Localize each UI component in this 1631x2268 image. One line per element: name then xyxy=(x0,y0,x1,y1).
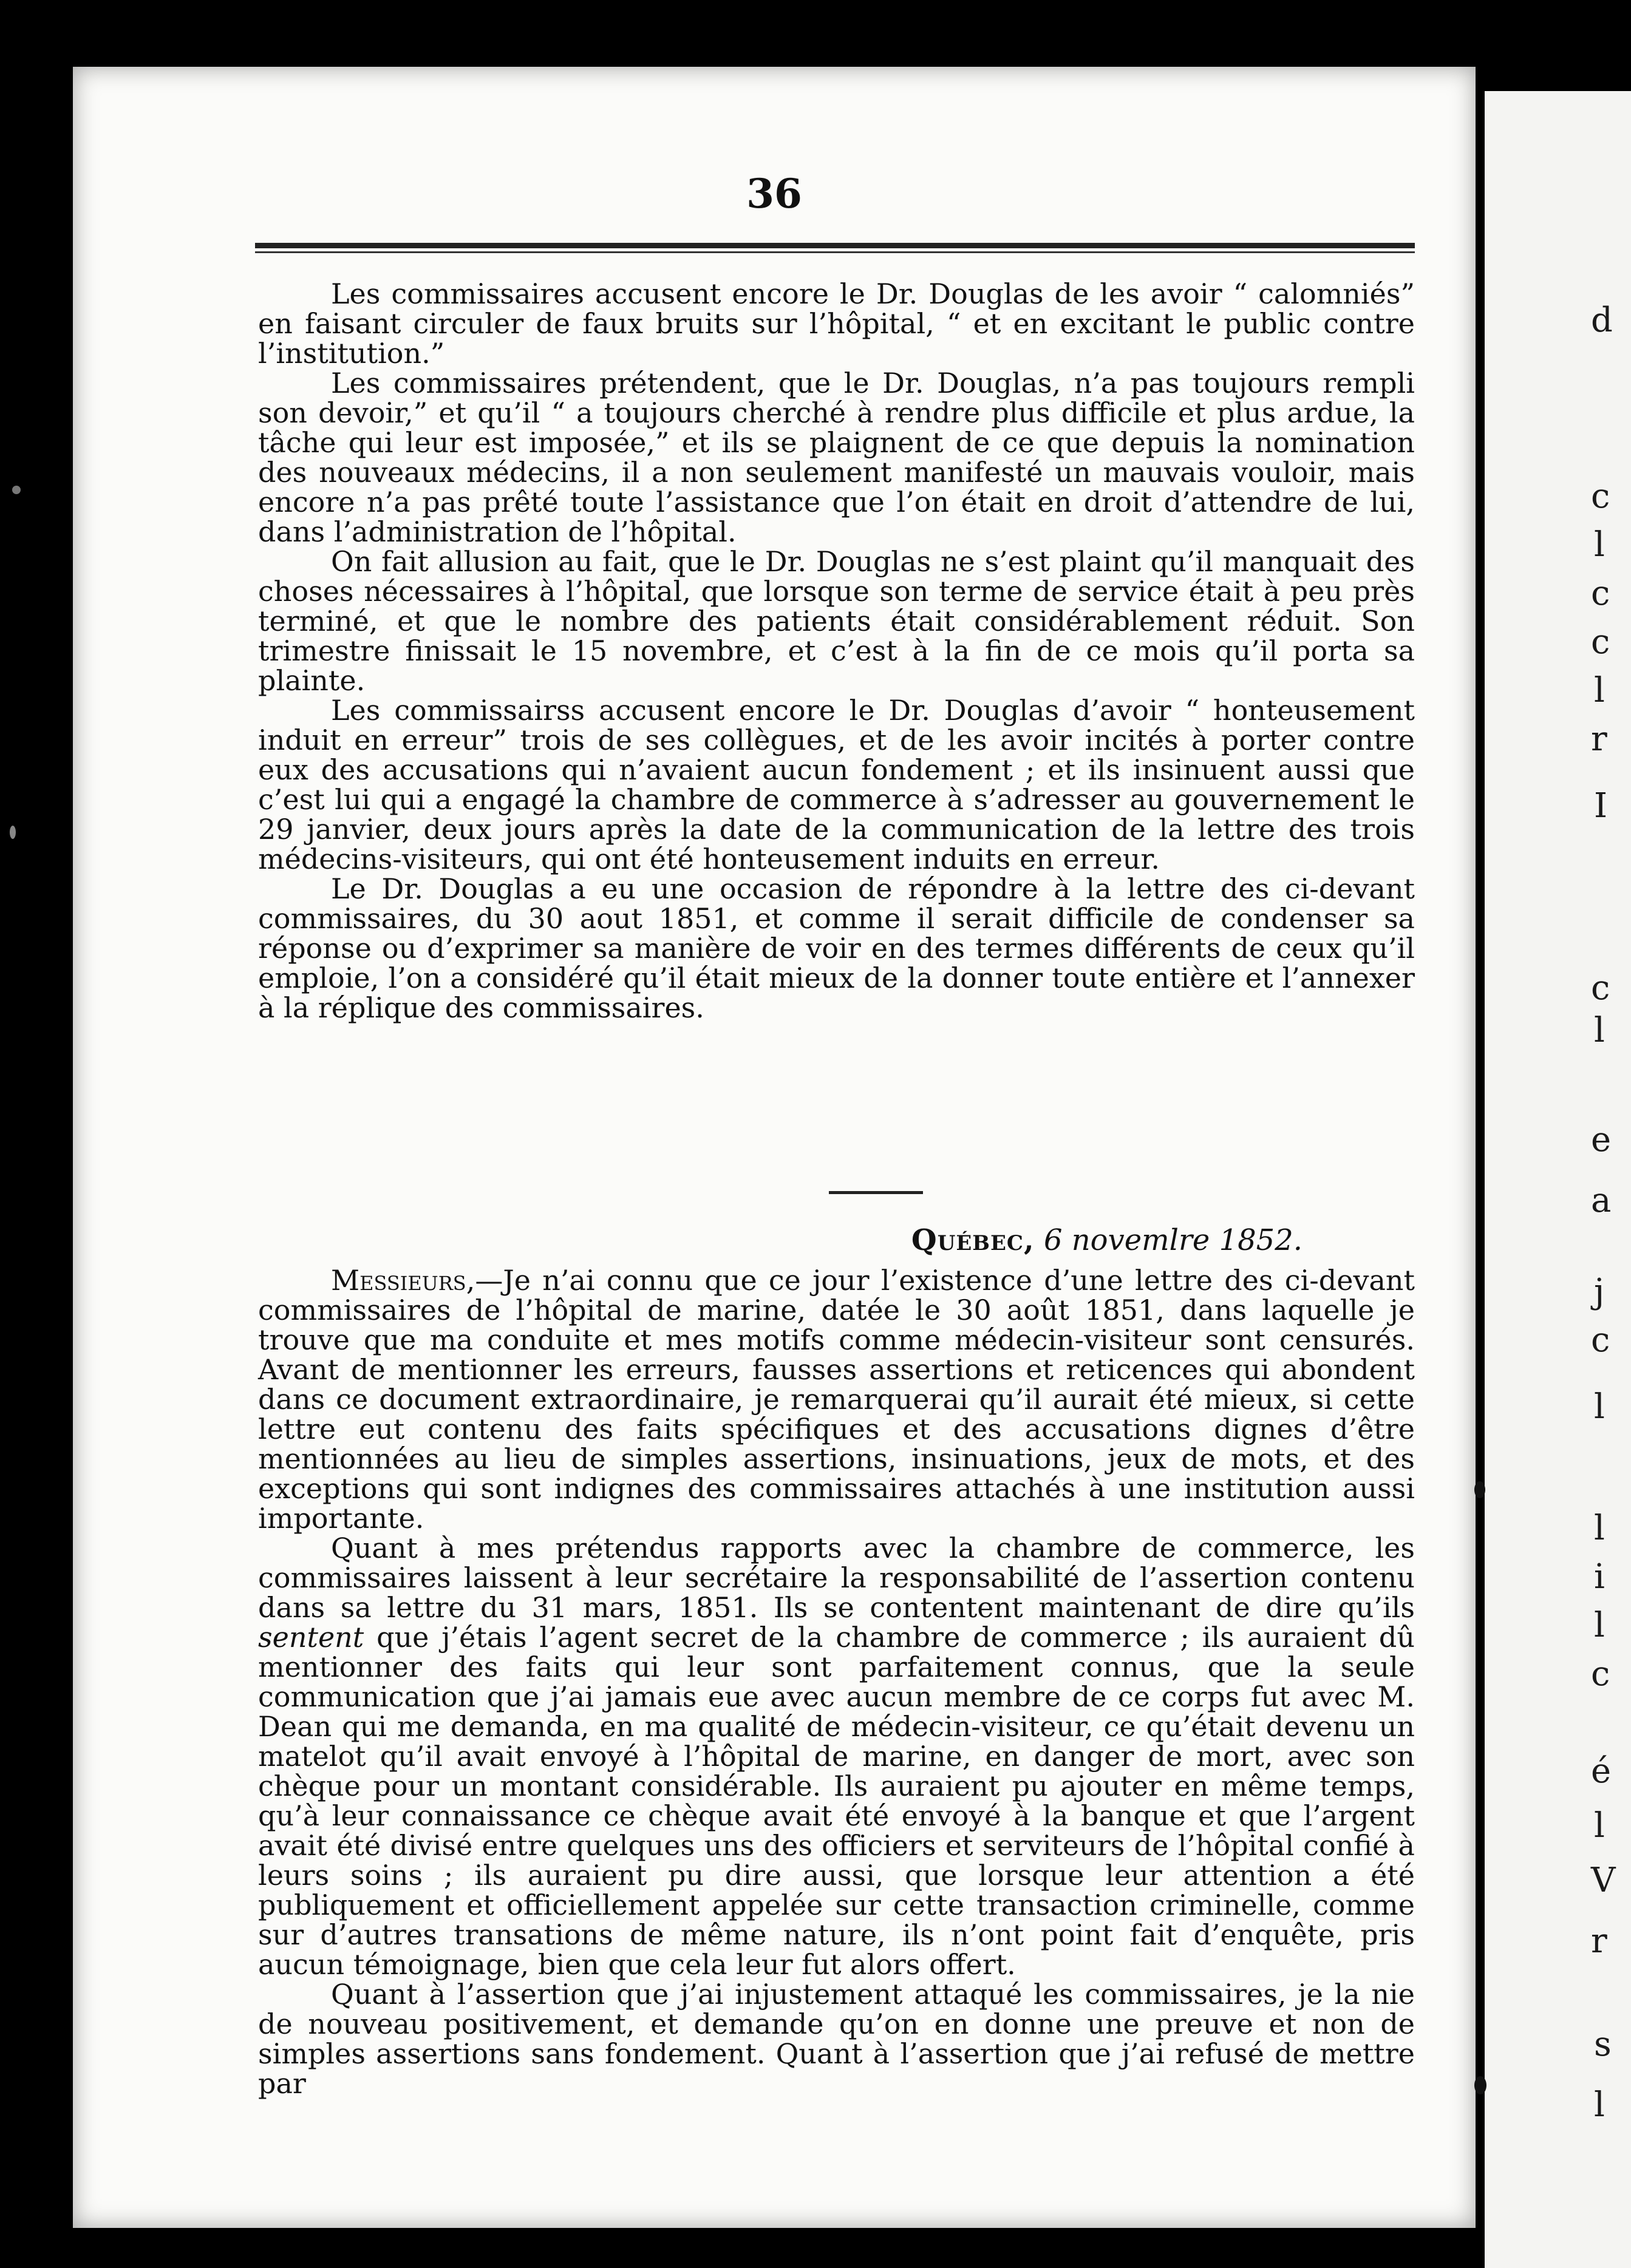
margin-fragment: l xyxy=(1594,1509,1605,1548)
ink-speck xyxy=(1474,1481,1485,1498)
margin-fragment: l xyxy=(1594,1387,1605,1427)
page-number: 36 xyxy=(746,170,802,217)
margin-fragment: c xyxy=(1591,968,1610,1008)
margin-fragment: i xyxy=(1594,1557,1605,1597)
paragraph: Les commissaires accusent encore le Dr. Douglas de les avoir “ calomniés” en faisant circuler de faux bruits sur l’hôpital, “ et en excitant le public contre l’institution.” xyxy=(258,277,1415,370)
paragraph: Le Dr. Douglas a eu une occasion de répondre à la lettre des ci-devant commissaires, du 30 aout 1851, et comme il serait difficile de condenser sa réponse ou d’exprimer sa manière de voir en des termes différents de ceux qu’il emploie, l’on a considéré qu’il était mieux de la donner toute entière et l’annexer à la réplique des commissaires. xyxy=(258,872,1415,1024)
margin-fragment: c xyxy=(1591,1654,1610,1694)
margin-fragment: e xyxy=(1591,1120,1612,1159)
ink-speck xyxy=(1474,2076,1486,2094)
letter-paragraph-text: —Je n’ai connu que ce jour l’existence d’une lettre des ci-devant commissaires de l’hôpital de marine, datée le 30 août 1851, dans laquelle je trouve que ma conduite et mes motifs comme médecin-visiteur sont censurés. Avant de mentionner les erreurs, fausses assertions et reticences qui abondent dans ce document extraordinaire, je remarquerai qu’il aurait été mieux, si cette lettre eut contenu des faits spécifiques et des accusations dignes d’être mentionnées au lieu de simples assertions, insinuations, jeux de mots, et des exceptions qui sont indignes des commissaires attachés à une institution aussi importante. xyxy=(258,1264,1415,1535)
report-text xyxy=(258,279,1415,1023)
margin-fragment: l xyxy=(1594,2085,1605,2125)
letter-salutation: Messieurs, xyxy=(331,1264,475,1297)
letter-dateline xyxy=(911,1223,1302,1257)
margin-fragment: l xyxy=(1594,1806,1605,1845)
margin-fragment: d xyxy=(1591,300,1613,340)
margin-fragment: V xyxy=(1591,1861,1616,1900)
section-divider xyxy=(829,1191,923,1194)
paragraph: On fait allusion au fait, que le Dr. Douglas ne s’est plaint qu’il manquait des choses nécessaires à l’hôpital, que lorsque son terme de service était à peu près terminé, et que le nombre des patients était considérablement réduit. Son trimestre finissait le 15 novembre, et c’est à la fin de ce mois qu’il porta sa plainte. xyxy=(258,545,1415,697)
margin-fragment: c xyxy=(1591,574,1610,613)
margin-fragment: l xyxy=(1594,525,1605,565)
header-rule-thick xyxy=(255,243,1415,248)
letter-paragraph xyxy=(258,1533,1415,1980)
margin-fragment: l xyxy=(1594,1606,1605,1645)
margin-fragment: r xyxy=(1591,719,1607,759)
margin-fragment: l xyxy=(1594,1011,1605,1050)
ink-speck xyxy=(10,826,16,839)
margin-fragment: r xyxy=(1591,1921,1607,1961)
margin-fragment: s xyxy=(1594,2025,1612,2064)
letter-paragraph-text: Quant à mes prétendus rapports avec la chambre de commerce, les commissaires laissent à leur secrétaire la responsabilité de l’assertion contenu dans sa lettre du 31 mars, 1851. Ils se contentent maintenant de dire qu’ils xyxy=(258,1532,1415,1624)
letter-paragraph-text: que j’étais l’agent secret de la chambre de commerce ; ils auraient dû mentionner des faits qui leur sont parfaitement connus, que la seule communication que j’ai jamais eue avec aucun membre de ce corps fut avec M. Dean qui me demanda, en ma qualité de médecin-visiteur, ce qu’était devenu un matelot qu’il avait envoyé à l’hôpital de marine, en danger de mort, avec son chèque pour un montant considérable. Ils auraient pu ajouter en même temps, qu’à leur connaissance ce chèque avait été envoyé à la banque et que l’argent avait été divisé entre quelques uns des officiers et serviteurs de l’hôpital confié à leurs soins ; ils auraient pu dire aussi, que lorsque leur attention a été publiquement et officiellement appelée sur cette transaction criminelle, comme sur d’autres transations de même nature, ils n’ont point fait d’enquête, pris aucun témoignage, bien que cela leur fut alors offert. xyxy=(258,1621,1415,1981)
emphasis-word: sentent xyxy=(258,1621,364,1654)
margin-fragment: l xyxy=(1594,671,1605,710)
letter-paragraph: Quant à l’assertion que j’ai injustement attaqué les commissaires, je la nie de nouveau positivement, et demande qu’on en donne une preuve et non de simples assertions sans fondement. Quant à l’assertion que j’ai refusé de mettre par xyxy=(258,1978,1415,2100)
letter-paragraph xyxy=(258,1266,1415,1533)
margin-fragment: c xyxy=(1591,1320,1610,1360)
paragraph: Les commissairss accusent encore le Dr. Douglas d’avoir “ honteusement induit en erreur” trois de ses collègues, et de les avoir incités à porter contre eux des accusations qui n’avaient aucun fondement ; et ils insinuent aussi que c’est lui qui a engagé la chambre de commerce à s’adresser au gouvernement le 29 janvier, deux jours après la date de la communication de la lettre des trois médecins-visiteurs, qui ont été honteusement induits en erreur. xyxy=(258,694,1415,875)
document-page xyxy=(73,67,1476,2228)
header-rule-thin xyxy=(255,251,1415,253)
margin-fragment: é xyxy=(1591,1751,1612,1791)
letter-text xyxy=(258,1266,1415,2099)
paragraph: Les commissaires prétendent, que le Dr. Douglas, n’a pas toujours rempli son devoir,” et qu’il “ a toujours cherché à rendre plus difficile et plus ardue, la tâche qui leur est imposée,” et ils se plaignent de ce que depuis la nomination des nouveaux médecins, il a non seulement manifesté un mauvais vouloir, mais encore n’a pas prêté toute l’assistance que l’on était en droit d’attendre de lui, dans l’administration de l’hôpital. xyxy=(258,367,1415,548)
ink-speck xyxy=(12,486,21,494)
margin-fragment: c xyxy=(1591,622,1610,662)
margin-fragment: c xyxy=(1591,477,1610,516)
adjacent-page-edge xyxy=(1485,91,1631,2268)
margin-fragment: j xyxy=(1594,1272,1605,1311)
dateline-date: 6 novemlre 1852. xyxy=(1043,1223,1302,1257)
margin-fragment: I xyxy=(1594,786,1608,826)
dateline-place: Québec, xyxy=(911,1223,1035,1257)
margin-fragment: a xyxy=(1591,1181,1612,1220)
